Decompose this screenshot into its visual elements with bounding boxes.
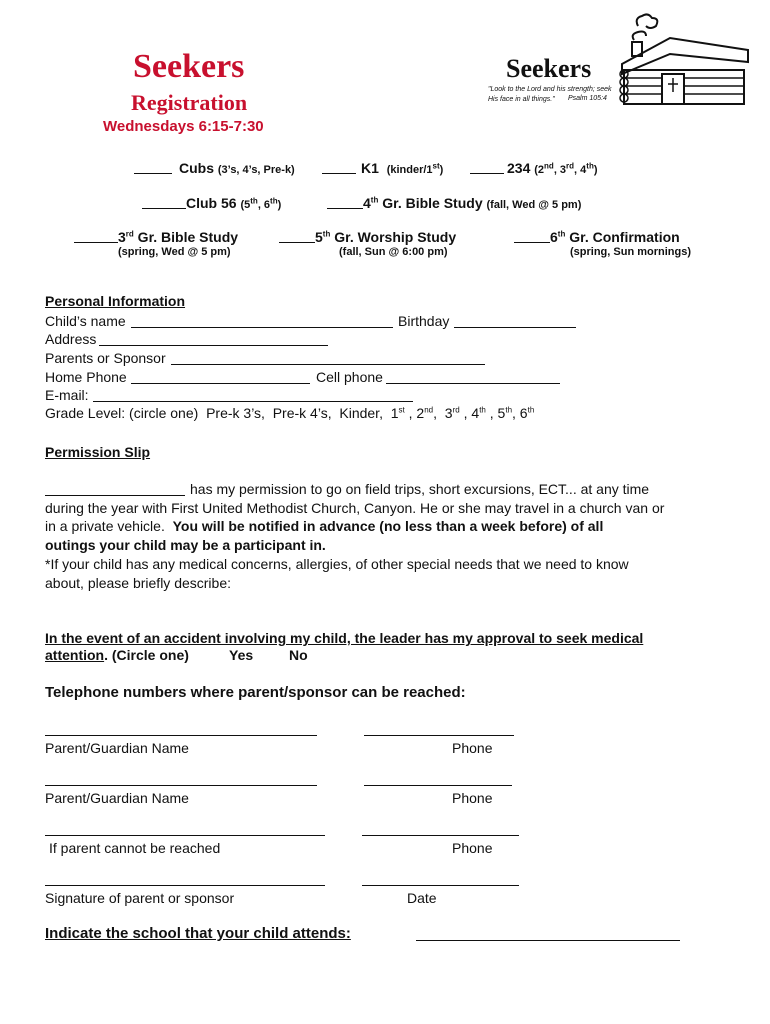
medical-line1: *If your child has any medical concerns, allergies, of other special needs that we need to know [45,556,629,572]
grade-level: Grade Level: (circle one) Pre-k 3’s, Pre-k 4’s, Kinder, 1st , 2nd, 3rd , 4th , 5th, 6th [45,405,535,421]
guardian-name-label-2: Parent/Guardian Name [45,790,189,806]
cell-phone-label: Cell phone [316,369,383,385]
accident-line2: attention. (Circle one) [45,647,189,663]
school-label: Indicate the school that your child attends: [45,925,351,942]
alternate-name-field[interactable] [45,835,325,836]
phone-label-2: Phone [452,790,493,806]
birthday-label: Birthday [398,313,450,329]
permission-line1: has my permission to go on field trips, short excursions, ECT... at any time [190,481,650,497]
guardian-name-field-2[interactable] [45,785,317,786]
personal-heading: Personal Information [45,293,186,309]
signature-field[interactable] [45,885,325,886]
schedule: Wednesdays 6:15-7:30 [103,118,264,135]
page-title: Seekers [133,48,245,85]
home-phone-label: Home Phone [45,369,127,385]
permission-line3: in a private vehicle. You will be notified in advance (no less than a week before) of all [45,518,604,534]
child-name-field[interactable] [131,327,393,328]
permission-line4: outings your child may be a participant in. [45,537,326,553]
phone-label-3: Phone [452,840,493,856]
birthday-field[interactable] [454,327,576,328]
school-field[interactable] [416,940,680,941]
cell-phone-field[interactable] [386,383,560,384]
guardian-phone-field-1[interactable] [364,735,514,736]
seekers-logo [482,12,750,108]
logo-verse: "Look to the Lord and his strength; seek His face in all things." [488,86,612,103]
option-5th-worship[interactable]: 5th Gr. Worship Study [315,229,457,245]
option-6th-confirm[interactable]: 6th Gr. Confirmation [550,229,680,245]
email-label: E-mail: [45,387,89,403]
child-name-label: Child’s name [45,313,126,329]
address-field[interactable] [99,345,328,346]
email-field[interactable] [93,401,413,402]
phones-heading: Telephone numbers where parent/sponsor can be reached: [45,684,466,701]
alternate-label: If parent cannot be reached [49,840,221,856]
signature-label: Signature of parent or sponsor [45,890,235,906]
medical-line2: about, please briefly describe: [45,575,231,591]
home-phone-field[interactable] [131,383,310,384]
alternate-phone-field[interactable] [362,835,519,836]
log-cabin-icon [618,12,750,108]
date-field[interactable] [362,885,519,886]
option-cubs[interactable]: Cubs (3’s, 4’s, Pre-k) [179,160,295,176]
option-club56[interactable]: Club 56 (5th, 6th) [186,195,282,211]
permission-line2: during the year with First United Methodist Church, Canyon. He or she may travel in a church van or [45,500,665,516]
no-option[interactable]: No [289,647,308,663]
phone-label-1: Phone [452,740,493,756]
child-name-permission-field[interactable] [45,495,185,496]
guardian-name-label-1: Parent/Guardian Name [45,740,189,756]
option-6th-confirm-when: (spring, Sun mornings) [570,246,691,258]
option-5th-worship-when: (fall, Sun @ 6:00 pm) [339,246,448,258]
guardian-name-field-1[interactable] [45,735,317,736]
page-subtitle: Registration [131,90,248,115]
option-k1[interactable]: K1 (kinder/1st) [361,160,444,176]
guardian-phone-field-2[interactable] [364,785,512,786]
address-label: Address [45,331,97,347]
logo-name: Seekers [506,54,592,83]
accident-line1: In the event of an accident involving my child, the leader has my approval to seek medical [45,630,644,646]
yes-option[interactable]: Yes [229,647,254,663]
option-3rd-bible[interactable]: 3rd Gr. Bible Study [118,229,239,245]
date-label: Date [407,890,437,906]
option-3rd-bible-when: (spring, Wed @ 5 pm) [118,246,231,258]
parents-label: Parents or Sponsor [45,350,166,366]
parents-field[interactable] [171,364,485,365]
logo-ref: Psalm 105:4 [568,95,607,102]
option-234[interactable]: 234 (2nd, 3rd, 4th) [507,160,598,176]
permission-heading: Permission Slip [45,444,151,460]
option-4th-bible[interactable]: 4th Gr. Bible Study (fall, Wed @ 5 pm) [363,195,582,211]
